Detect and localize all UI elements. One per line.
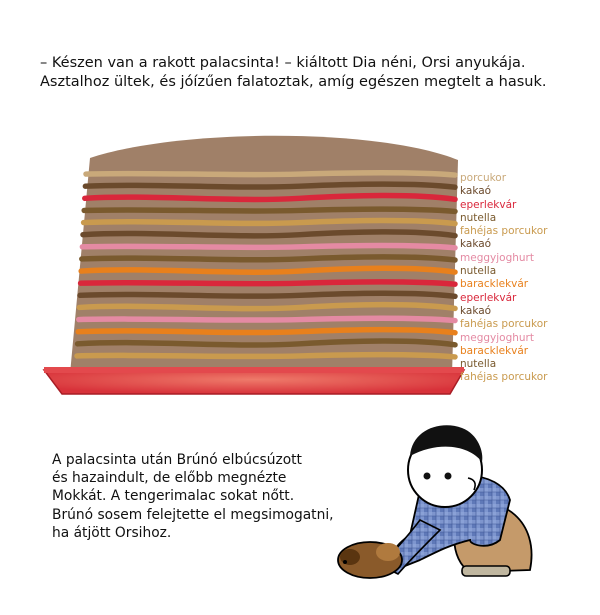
layer-label: baracklekvár bbox=[460, 278, 529, 291]
layer-label: fahéjas porcukor bbox=[460, 318, 548, 331]
layer-label: kakaó bbox=[460, 304, 492, 317]
story-bottom-line: és hazaindult, de előbb megnézte bbox=[52, 470, 287, 487]
pancake-layer-band bbox=[85, 184, 455, 187]
layer-label: nutella bbox=[460, 211, 497, 224]
story-top-line: – Készen van a rakott palacsinta! – kiáltott Dia néni, Orsi anyukája. bbox=[40, 55, 526, 71]
bruno-eye-left bbox=[424, 473, 431, 480]
pancake-layer-band bbox=[78, 330, 455, 333]
pancake-layer-band bbox=[82, 257, 455, 260]
pancake-layer-band bbox=[81, 282, 455, 284]
layer-label: meggyjoghurt bbox=[460, 331, 534, 344]
layer-label: meggyjoghurt bbox=[460, 251, 534, 264]
layer-label: nutella bbox=[460, 358, 497, 371]
pancake-layer-band bbox=[80, 293, 455, 296]
story-top-line: Asztalhoz ültek, és jóízűen falatoztak, amíg egészen megtelt a hasuk. bbox=[40, 74, 547, 90]
story-bottom-text bbox=[52, 451, 392, 542]
layer-label: fahéjas porcukor bbox=[460, 371, 548, 384]
layer-label: fahéjas porcukor bbox=[460, 225, 548, 238]
bruno-shoe bbox=[462, 566, 510, 576]
story-bottom-line: A palacsinta után Brúnó elbúcsúzott bbox=[52, 452, 302, 468]
story-top-text bbox=[40, 54, 560, 92]
pancake-layer-band bbox=[79, 318, 455, 320]
pancake-layer-band bbox=[82, 245, 455, 247]
layer-label: nutella bbox=[460, 265, 497, 278]
bruno-eye-right bbox=[445, 473, 452, 480]
layer-label: kakaó bbox=[460, 185, 492, 198]
pancake-layer-band bbox=[86, 173, 455, 175]
layer-label: kakaó bbox=[460, 238, 492, 251]
layer-label: baracklekvár bbox=[460, 344, 529, 357]
guinea-pig-mokka bbox=[338, 542, 402, 578]
plate bbox=[44, 367, 464, 394]
pancake-layer-band bbox=[77, 355, 455, 357]
layer-label: eperlekvár bbox=[460, 291, 517, 304]
story-bottom-line: Mokkát. A tengerimalac sokat nőtt. bbox=[52, 488, 295, 505]
layer-legend bbox=[460, 172, 600, 385]
pancake-layer-band bbox=[84, 209, 455, 211]
pancake-layer-band bbox=[84, 220, 455, 223]
story-bottom-line: Brúnó sosem felejtette el megsimogatni, bbox=[52, 506, 334, 523]
pancake-stack bbox=[70, 136, 458, 379]
story-bottom-line: ha átjött Orsihoz. bbox=[52, 524, 172, 541]
layer-label: eperlekvár bbox=[460, 198, 517, 211]
layer-label: porcukor bbox=[460, 172, 507, 184]
